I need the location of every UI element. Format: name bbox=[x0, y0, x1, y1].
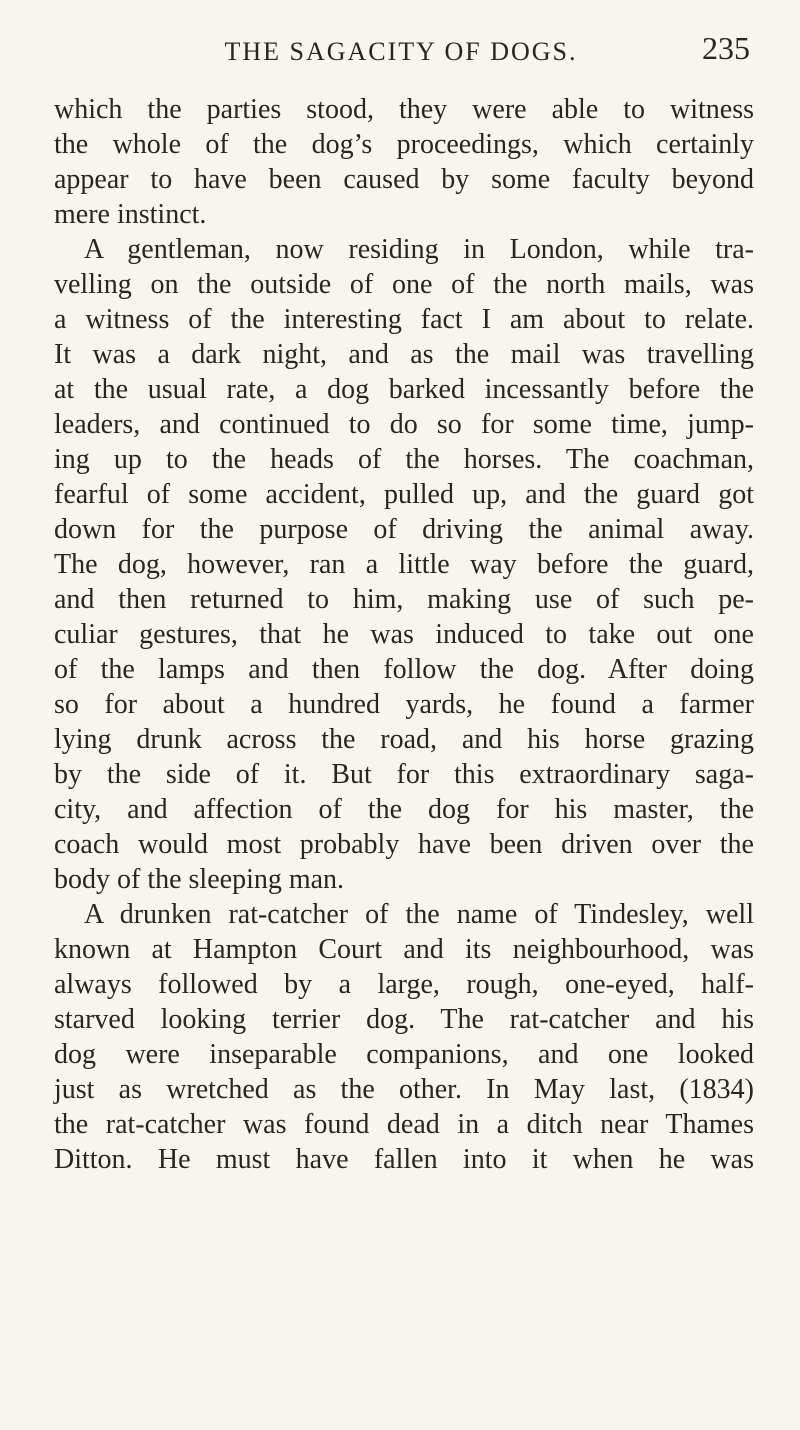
running-title: THE SAGACITY OF DOGS. bbox=[224, 37, 578, 66]
text-line: known at Hampton Court and its neighbourhood, was bbox=[54, 934, 754, 965]
text-line: culiar gestures, that he was induced to take out one bbox=[54, 619, 754, 650]
text-line: a witness of the interesting fact I am about to relate. bbox=[54, 304, 754, 335]
text-line: Ditton. He must have fallen into it when he was bbox=[54, 1144, 754, 1175]
text-line: mere instinct. bbox=[54, 199, 207, 230]
text-line: by the side of it. But for this extraordinary saga- bbox=[54, 759, 754, 790]
text-line: of the lamps and then follow the dog. After doing bbox=[54, 654, 754, 685]
page-header bbox=[52, 30, 750, 86]
text-line: velling on the outside of one of the north mails, was bbox=[54, 269, 754, 300]
text-line: always followed by a large, rough, one-eyed, half- bbox=[54, 969, 754, 1000]
text-line: The dog, however, ran a little way before the guard, bbox=[54, 549, 754, 580]
text-line: body of the sleeping man. bbox=[54, 864, 345, 895]
text-line: which the parties stood, they were able to witness bbox=[54, 94, 754, 125]
text-line: city, and affection of the dog for his master, the bbox=[54, 794, 754, 825]
text-line: A gentleman, now residing in London, while tra- bbox=[84, 234, 754, 265]
text-line: lying drunk across the road, and his horse grazing bbox=[54, 724, 754, 755]
text-line: starved looking terrier dog. The rat-catcher and his bbox=[54, 1004, 754, 1035]
text-line: so for about a hundred yards, he found a farmer bbox=[54, 689, 754, 720]
text-line: leaders, and continued to do so for some time, jump- bbox=[54, 409, 754, 440]
text-line: dog were inseparable companions, and one looked bbox=[54, 1039, 754, 1070]
body-text bbox=[54, 92, 754, 1177]
text-line: coach would most probably have been driven over the bbox=[54, 829, 754, 860]
text-line: fearful of some accident, pulled up, and the guard got bbox=[54, 479, 754, 510]
text-line: the rat-catcher was found dead in a ditch near Thames bbox=[54, 1109, 754, 1140]
text-line: It was a dark night, and as the mail was travelling bbox=[54, 339, 754, 370]
text-line: at the usual rate, a dog barked incessantly before the bbox=[54, 374, 754, 405]
text-line: down for the purpose of driving the animal away. bbox=[54, 514, 754, 545]
page-number: 235 bbox=[702, 30, 750, 66]
text-line: A drunken rat-catcher of the name of Tindesley, well bbox=[84, 899, 754, 930]
text-line: just as wretched as the other. In May last, (1834) bbox=[54, 1074, 754, 1105]
text-line: appear to have been caused by some faculty beyond bbox=[54, 164, 754, 195]
text-line: and then returned to him, making use of such pe- bbox=[54, 584, 754, 615]
text-line: ing up to the heads of the horses. The coachman, bbox=[54, 444, 754, 475]
text-line: the whole of the dog’s proceedings, which certainly bbox=[54, 129, 754, 160]
